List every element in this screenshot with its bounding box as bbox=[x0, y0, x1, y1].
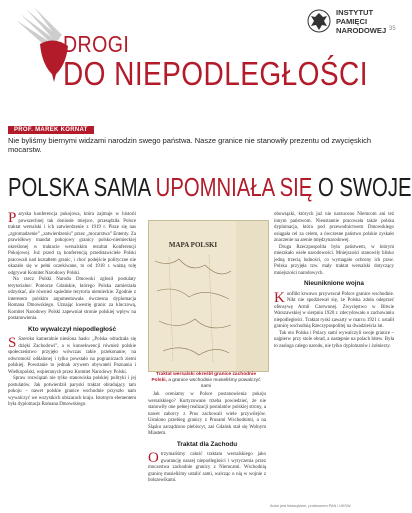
historical-map-image bbox=[148, 220, 238, 372]
paragraph: Druga Rzeczpospolita była państwem, w którym mieszkało wiele narodowości. Mniejszości stanowiły blisko jedną trzecią ludności, co wymagało ochrony ich praw. Polska przyjęła tzw. mały traktat wersalski dotyczący mniejszości narodowych. bbox=[274, 244, 394, 276]
headline-part3: O SWOJE bbox=[317, 172, 412, 202]
column-left bbox=[8, 212, 136, 409]
institute-name bbox=[336, 8, 396, 35]
page-number: 35 bbox=[389, 26, 396, 32]
paragraph bbox=[148, 452, 266, 485]
map-drawing bbox=[149, 221, 237, 371]
section-title-line2: DO NIEPODLEGŁOŚCI bbox=[63, 55, 368, 92]
section-title-line1: DROGI bbox=[63, 31, 130, 57]
paragraph-text: onflikt krwawo przywracał Polsce granice wschodnie. Nikt nie spodziewał się, że Polska zdoła odeprzeć ofensywę Armii Czerwonej. Zwycięstwo w Bitwie Warszawskiej w sierpniu 1920 r. zdecydowało o zachowaniu niepodległości. Traktat ryski zawarty w marcu 1921 r. ustalił granicę wschodnią Rzeczypospolitej na dwadzieścia lat. bbox=[274, 291, 394, 329]
paragraph-text: Szeroko kameralnie niesiona hasło: „Polska odradzała się dzięki Zachodowi”, a w konsekwencji również polskie społeczeństwo przyjęło wówczas takie przekonanie, na odwrotność oddalonej i tylko powstało na pograniczach ziemi polskiej. Powstanie to jednak zrywem obywateli Poznania i Wielkopolski, wspieranych przez Komitet Narodowy Polski. bbox=[8, 337, 136, 375]
ipn-eagle-logo-icon bbox=[306, 8, 332, 36]
drop-cap: O bbox=[148, 450, 159, 466]
paragraph: Jak oceniamy w Polsce postanowienia pokoju wersalskiego? Kurtyzowane trzeba powiedzieć, że nie stanowiły one pełnej realizacji postulatów polskiej strony, a nawet zaborcy z Prus zachowali wiele przywilejów. Ustalono przebieg granicy z Prusami Wschodnimi, a na Śląsku zarządzono plebiscyt, zaś Gdańsk stał się Wolnym Miastem. bbox=[148, 392, 266, 436]
institute-name-line2: PAMIĘCI bbox=[336, 17, 368, 26]
paragraph-text: trzymaliśmy całość traktatu wersalskiego jako gwarancję naszej niepodległości i wytyczenia przez mocarstwa zachodnie granicy z Niemcami. Wschodnią granicę musieliśmy ustalić sami, walcząc o nią w wojnie z bolszewikami. bbox=[148, 452, 266, 483]
column-right bbox=[274, 212, 394, 350]
paragraph: Spraw rozwiązań nie tylko stanowiska polskiej polityki i jej postulatów. Jak potwierdził paryski traktat obradujący tam pokoju – nawet polskie granice wschodnie przyszło nam wywalczyć we wszystkich obszarach kraju. Istotnym elementem była dyplomacja Romana Dmowskiego. bbox=[8, 376, 136, 407]
paragraph: Tak oto Polska i Polacy sami wywalczyli swoje granice – najpierw przy stole obrad, a następnie na polach bitew. Była to zasługa całego narodu, nie tylko dyplomatów i żołnierzy. bbox=[274, 330, 394, 349]
subheading: Kto wywalczył niepodległość bbox=[27, 325, 117, 333]
subheading: Traktat dla Zachodu bbox=[176, 440, 238, 448]
paragraph: Na rzecz Polski Narodu Dmowski zgłosił postulaty terytorialne: Pomorze Gdańskie, którego Polska zamierzała odzyskać, ale również sąsiednie terytoria niemieckie. Zgodnie z interesem polskim argumentowała ówczesna dyplomacja Romana Dmowskiego. Uznając kwestię granic za kluczową, Komitet Narodowy Polski zapewniał stronie polskiej wpływ na postanowienia. bbox=[8, 277, 136, 321]
subheading: Nieuniknione wojna bbox=[303, 280, 364, 287]
drop-cap: P bbox=[8, 210, 17, 226]
drop-cap: K bbox=[274, 289, 285, 306]
paragraph bbox=[8, 337, 136, 376]
article-headline bbox=[8, 172, 412, 203]
lead-text: Nie byliśmy biernymi widzami narodzin swego państwa. Nasze granice nie stanowiły prezentu od zwycięskich mocarstw. bbox=[8, 136, 372, 154]
author-footnote: Autor jest historykiem, profesorem PAN i UKSW bbox=[270, 504, 351, 508]
figure-caption bbox=[150, 372, 262, 390]
institute-name-line1: INSTYTUT bbox=[336, 8, 374, 17]
drop-cap: S bbox=[8, 335, 17, 351]
caption-highlight: Traktat wersalski określił granice zachodnie Polski, bbox=[151, 372, 256, 383]
caption-text: a granice wschodnie musieliśmy powalczyć sami bbox=[168, 378, 261, 389]
paragraph-text: aryska konferencja pokojowa, która zajmuje w historii powszechnej tak doniosłe miejsce, przesądziła Polsce traktat wersalski i ich zatwierdzenie z 1919 r. Pisze się nas „zgromadzenie” „zatwierdzeniu” przez „mocarstwa” Ententy. Za prawidłowy mandat pokojowy granicy polsko-niemieckiej określonej w traktacie wersalskim rezultat Konferencji Pokojowej. Już przed tą konferencją przedstawiciele Polski pracowali nad kształtem granic, i choć podejście polityczne nie okazało się w pełni oczekiwane, to od 1918 r. ważną rolę odgrywał Komitet Narodowy Polski. bbox=[8, 212, 136, 276]
institute-name-line3: NARODOWEJ bbox=[336, 26, 387, 35]
historical-map-image-edge bbox=[236, 220, 269, 372]
paragraph bbox=[8, 212, 136, 277]
map-title: MAPA POLSKI bbox=[168, 241, 218, 249]
author-label: PROF. MAREK KORNAT bbox=[8, 126, 94, 134]
headline-part1: POLSKA SAMA bbox=[8, 172, 151, 202]
headline-part2-highlight: UPOMNIAŁA SIĘ bbox=[155, 172, 313, 202]
column-middle bbox=[148, 392, 266, 485]
paragraph bbox=[274, 289, 394, 331]
paragraph: obowiązki, których już nie narzucono Niemcom ani też innym państwom. Nieustannie pracowała także polska dyplomacja, która pod przewodnictwem Dmowskiego osiągała cel za celem, a ówczesne państwo polskie zyskało znaczenie na arenie międzynarodowej. bbox=[274, 212, 394, 243]
